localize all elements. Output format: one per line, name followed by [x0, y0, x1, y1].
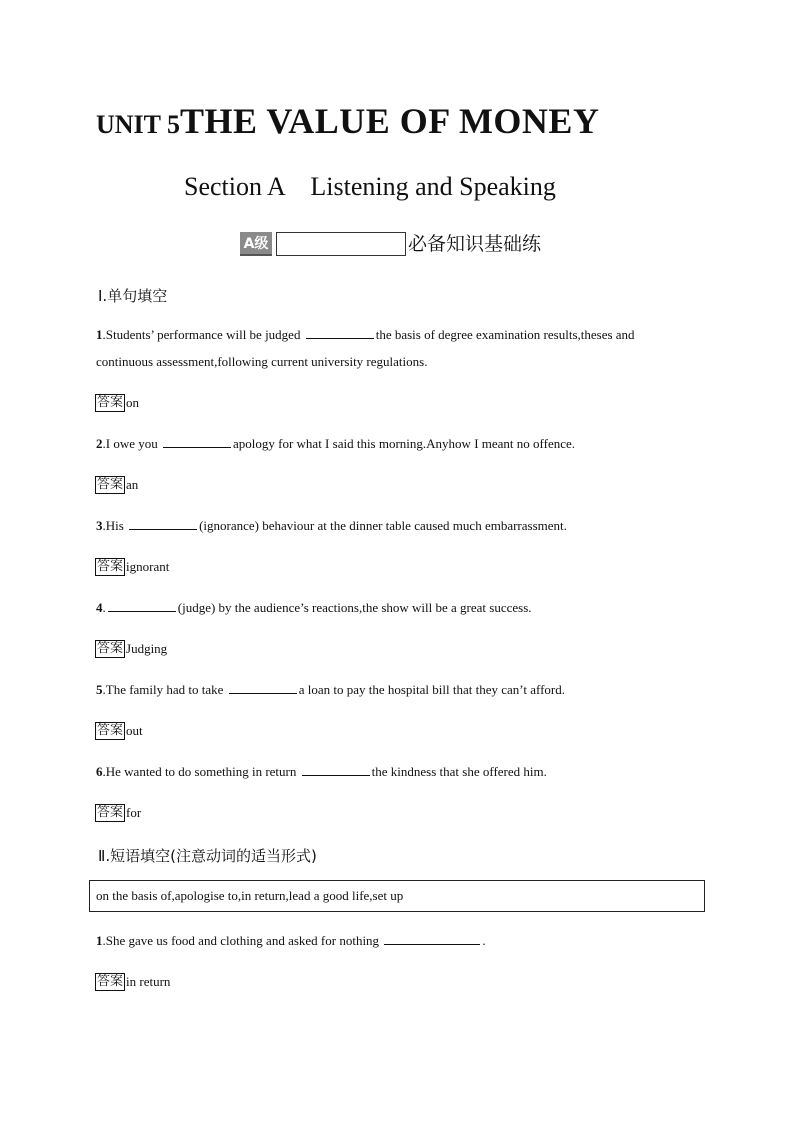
- level-blank-box: [276, 232, 406, 256]
- level-text: 必备知识基础练: [408, 233, 542, 255]
- unit-title: [96, 100, 599, 142]
- phrase-question-1: [96, 932, 486, 950]
- fill-blank: [229, 681, 297, 694]
- question-number: 1: [96, 933, 103, 948]
- question-text-before: .Students’ performance will be judged: [102, 327, 304, 342]
- question-text-before: .: [102, 600, 106, 615]
- question-5: [96, 681, 565, 699]
- fill-blank: [108, 599, 176, 612]
- question-6: [96, 763, 547, 781]
- part1-heading: Ⅰ.单句填空: [98, 287, 168, 305]
- phrase-box: on the basis of,apologise to,in return,lead a good life,set up: [89, 880, 705, 912]
- level-badge: A级: [240, 232, 272, 256]
- question-2: [96, 435, 575, 453]
- answer-tag: 答案: [97, 395, 124, 410]
- question-text-before: .I owe you: [102, 436, 161, 451]
- answer-value: in return: [126, 974, 171, 989]
- section-title: Section A Listening and Speaking: [184, 172, 556, 201]
- answer-tag: 答案: [97, 477, 124, 492]
- answer-1: [95, 394, 139, 412]
- fill-blank: [163, 435, 231, 448]
- fill-blank: [129, 517, 197, 530]
- fill-blank: [302, 763, 370, 776]
- fill-blank: [306, 326, 374, 339]
- question-number: 6: [96, 764, 103, 779]
- question-text-before: .She gave us food and clothing and asked for nothing: [102, 933, 383, 948]
- answer-tag: 答案: [97, 974, 124, 989]
- answer-6: [95, 804, 141, 822]
- part2-heading: Ⅱ.短语填空(注意动词的适当形式): [98, 847, 317, 865]
- question-3: [96, 517, 567, 535]
- question-number: 4: [96, 600, 103, 615]
- question-text-after: the basis of degree examination results,theses and: [375, 327, 635, 342]
- question-text-after: (judge) by the audience’s reactions,the show will be a great success.: [177, 600, 532, 615]
- question-number: 1: [96, 327, 103, 342]
- question-text-after: (ignorance) behaviour at the dinner table caused much embarrassment.: [199, 518, 567, 533]
- unit-label: UNIT 5: [96, 110, 181, 139]
- answer-tag: 答案: [97, 559, 124, 574]
- unit-main-title: THE VALUE OF MONEY: [180, 101, 600, 141]
- question-text-before: .The family had to take: [102, 682, 227, 697]
- fill-blank: [384, 932, 480, 945]
- question-text-before: .He wanted to do something in return: [102, 764, 300, 779]
- answer-tag: 答案: [97, 723, 124, 738]
- question-4: [96, 599, 532, 617]
- phrase-answer-1: [95, 973, 170, 991]
- answer-tag: 答案: [97, 805, 124, 820]
- question-number: 3: [96, 518, 103, 533]
- question-number: 2: [96, 436, 103, 451]
- question-text-after: apology for what I said this morning.Anyhow I meant no offence.: [233, 436, 576, 451]
- answer-tag: 答案: [97, 641, 124, 656]
- question-text-after: .: [482, 933, 486, 948]
- question-1-line2: continuous assessment,following current university regulations.: [96, 354, 428, 369]
- answer-5: [95, 722, 143, 740]
- answer-2: [95, 476, 138, 494]
- answer-4: [95, 640, 167, 658]
- question-text-before: .His: [102, 518, 128, 533]
- level-row: [240, 226, 541, 256]
- question-1: [96, 326, 635, 344]
- answer-value: ignorant: [126, 559, 170, 574]
- answer-value: Judging: [126, 641, 168, 656]
- answer-value: out: [126, 723, 143, 738]
- question-number: 5: [96, 682, 103, 697]
- answer-value: an: [126, 477, 139, 492]
- question-text-after: the kindness that she offered him.: [371, 764, 547, 779]
- answer-3: [95, 558, 169, 576]
- question-text-after: a loan to pay the hospital bill that they can’t afford.: [298, 682, 565, 697]
- answer-value: for: [126, 805, 142, 820]
- answer-value: on: [126, 395, 140, 410]
